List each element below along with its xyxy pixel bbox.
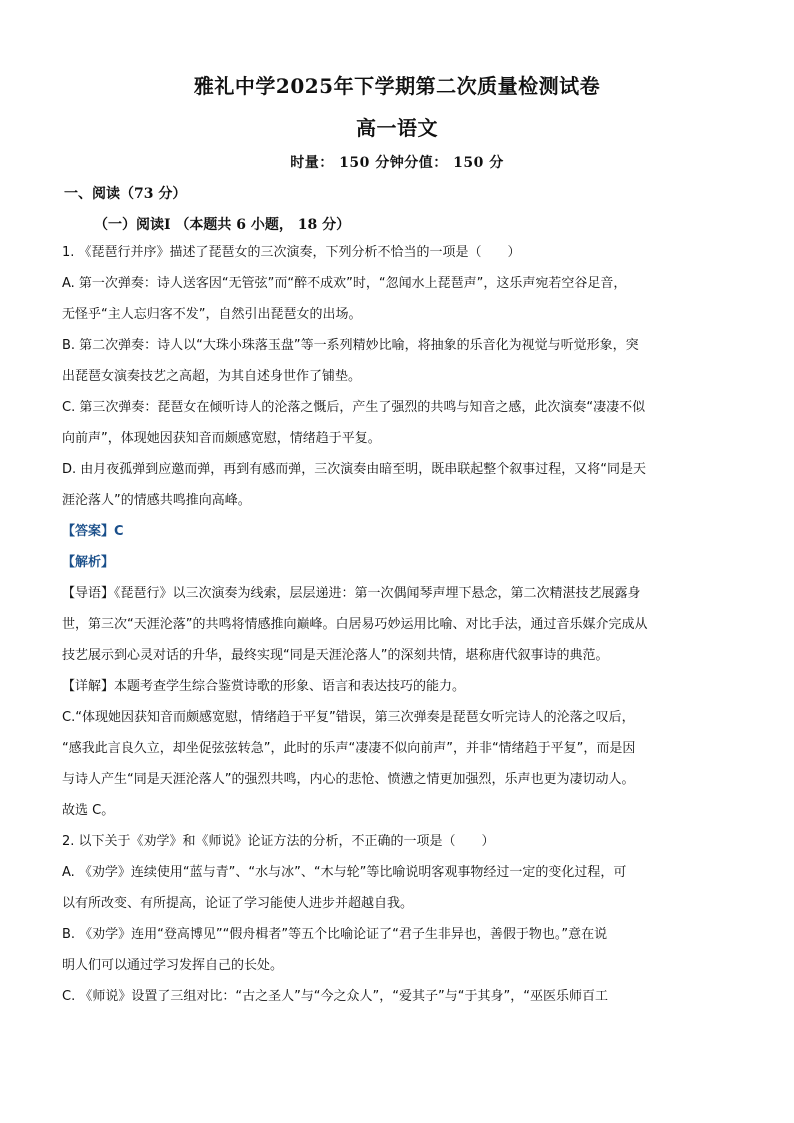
text-line: B. 第二次弹奏：诗人以“大珠小珠落玉盘”等一系列精妙比喻，将抽象的乐音化为视觉与听觉形象，突 [62,338,639,353]
text-line: A. 《劝学》连续使用“蓝与青”、“水与冰”、“木与轮”等比喻说明客观事物经过一定的变化过程，可 [62,865,627,880]
text-line: 无怪乎“主人忘归客不发”，自然引出琵琶女的出场。 [62,307,362,322]
subject-title: 高一语文 [356,116,438,140]
text-line: 【详解】本题考查学生综合鉴赏诗歌的形象、语言和表达技巧的能力。 [62,679,466,694]
analysis-label: 【解析】 [62,555,115,570]
exam-title: 雅礼中学2025年下学期第二次质量检测试卷 [193,74,601,98]
text-line: A. 第一次弹奏：诗人送客因“无管弦”而“醉不成欢”时，“忽闻水上琵琶声”，这乐声宛若空谷足音， [62,276,627,291]
text-line: 2. 以下关于《劝学》和《师说》论证方法的分析，不正确的一项是（ ） [62,834,495,849]
exam-meta: 时量： 150 分钟分值： 150 分 [290,155,504,171]
text-line: B. 《劝学》连用“登高博见”“假舟楫者”等五个比喻论证了“君子生非异也，善假于物也。”意在说 [62,927,608,942]
text-line: 故选 C。 [62,803,115,818]
text-line: 世，第三次“天涯沦落”的共鸣将情感推向巅峰。白居易巧妙运用比喻、对比手法，通过音乐媒介完成从 [62,617,648,632]
text-line: 向前声”，体现她因获知音而颇感宽慰，情绪趋于平复。 [62,431,381,446]
text-line: 【导语】《琵琶行》以三次演奏为线索，层层递进：第一次偶闻琴声埋下悬念，第二次精湛技艺展露身 [62,586,641,601]
subsection-heading-reading-1: （一）阅读Ⅰ （本题共 6 小题， 18 分） [94,217,351,233]
text-line: D. 由月夜孤弹到应邀而弹，再到有感而弹，三次演奏由暗至明，既串联起整个叙事过程，又将“同是天 [62,462,647,477]
text-line: 明人们可以通过学习发挥自己的长处。 [62,958,284,973]
text-line: C.“体现她因获知音而颇感宽慰，情绪趋于平复”错误，第三次弹奏是琵琶女听完诗人的沦落之叹后， [62,710,635,725]
text-line: C. 第三次弹奏：琵琶女在倾听诗人的沦落之慨后，产生了强烈的共鸣与知音之感，此次演奏“凄凄不似 [62,400,646,415]
text-line: 涯沦落人”的情感共鸣推向高峰。 [62,493,251,508]
text-line: 与诗人产生“同是天涯沦落人”的强烈共鸣，内心的悲怆、愤懑之情更加强烈，乐声也更为凄切动人。 [62,772,635,787]
text-line: 1. 《琵琶行并序》描述了琵琶女的三次演奏，下列分析不恰当的一项是（ ） [62,245,521,260]
text-line: 技艺展示到心灵对话的升华，最终实现“同是天涯沦落人”的深刻共情，堪称唐代叙事诗的典范。 [62,648,609,663]
text-line: C. 《师说》设置了三组对比：“古之圣人”与“今之众人”，“爱其子”与“于其身”，“巫医乐师百工 [62,989,608,1004]
answer-label: 【答案】C [62,524,124,539]
section-heading-reading: 一、阅读（73 分） [64,186,187,202]
text-line: 出琵琶女演奏技艺之高超，为其自述身世作了铺垫。 [62,369,362,384]
text-line: “感我此言良久立，却坐促弦弦转急”，此时的乐声“凄凄不似向前声”，并非“情绪趋于平复”，而是因 [62,741,636,756]
text-line: 以有所改变、有所提高，论证了学习能使人进步并超越自我。 [62,896,414,911]
